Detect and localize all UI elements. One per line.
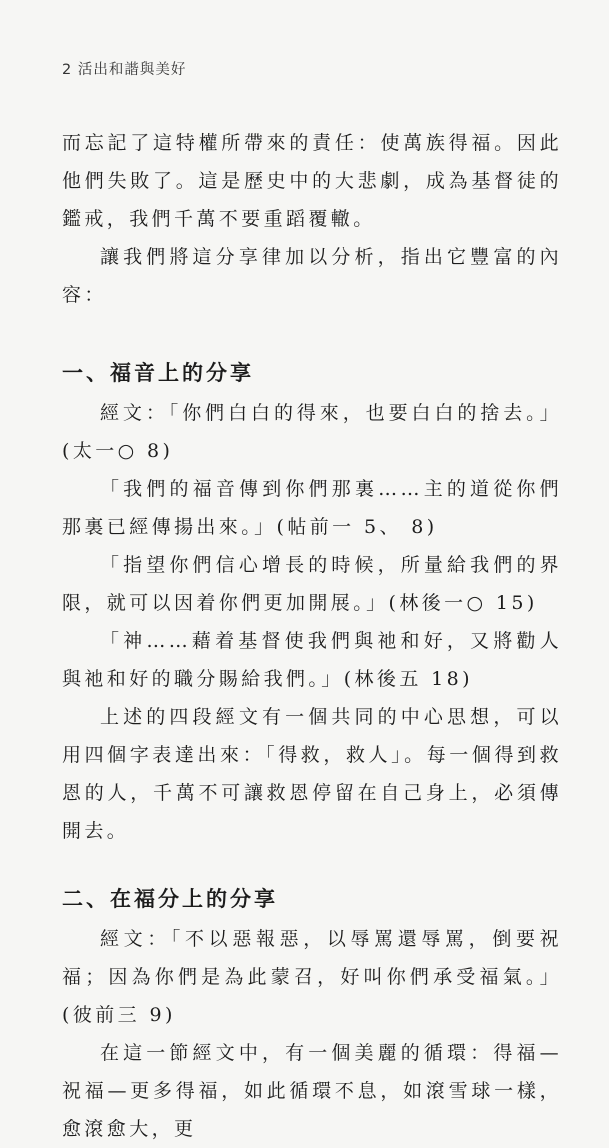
scripture-quote: 經文：「不以惡報惡，以辱罵還辱罵，倒要祝福；因為你們是為此蒙召，好叫你們承受福氣。」(彼前三 9) [62,928,562,1026]
scripture-quote: 「指望你們信心增長的時候，所量給我們的界限，就可以因着你們更加開展。」(林後一○ 15) [62,554,562,614]
section-heading-2: 二、在福分上的分享 [62,887,278,911]
paragraph: 讓我們將這分享律加以分析，指出它豐富的內容： [62,246,562,306]
paragraph: 而忘記了這特權所帶來的責任：使萬族得福。因此他們失敗了。這是歷史中的大悲劇，成為基督徒的鑑戒，我們千萬不要重蹈覆轍。 [62,132,562,230]
paragraph: 上述的四段經文有一個共同的中心思想，可以用四個字表達出來：「得救，救人」。每一個得到救恩的人，千萬不可讓救恩停留在自己身上，必須傳開去。 [62,706,562,842]
scripture-quote: 「神……藉着基督使我們與祂和好，又將勸人與祂和好的職分賜給我們。」(林後五 18) [62,630,562,690]
section-heading-1: 一、福音上的分享 [62,361,254,385]
scripture-quote: 經文：「你們白白的得來，也要白白的捨去。」(太一○ 8) [62,402,562,462]
scripture-quote: 「我們的福音傳到你們那裏……主的道從你們那裏已經傳揚出來。」(帖前一 5、 8) [62,478,562,538]
page-body [62,124,562,1148]
running-header: 2 活出和諧與美好 [62,62,187,78]
paragraph: 在這一節經文中，有一個美麗的循環：得福—祝福—更多得福，如此循環不息，如滾雪球一樣，愈滾愈大，更 [62,1042,562,1140]
